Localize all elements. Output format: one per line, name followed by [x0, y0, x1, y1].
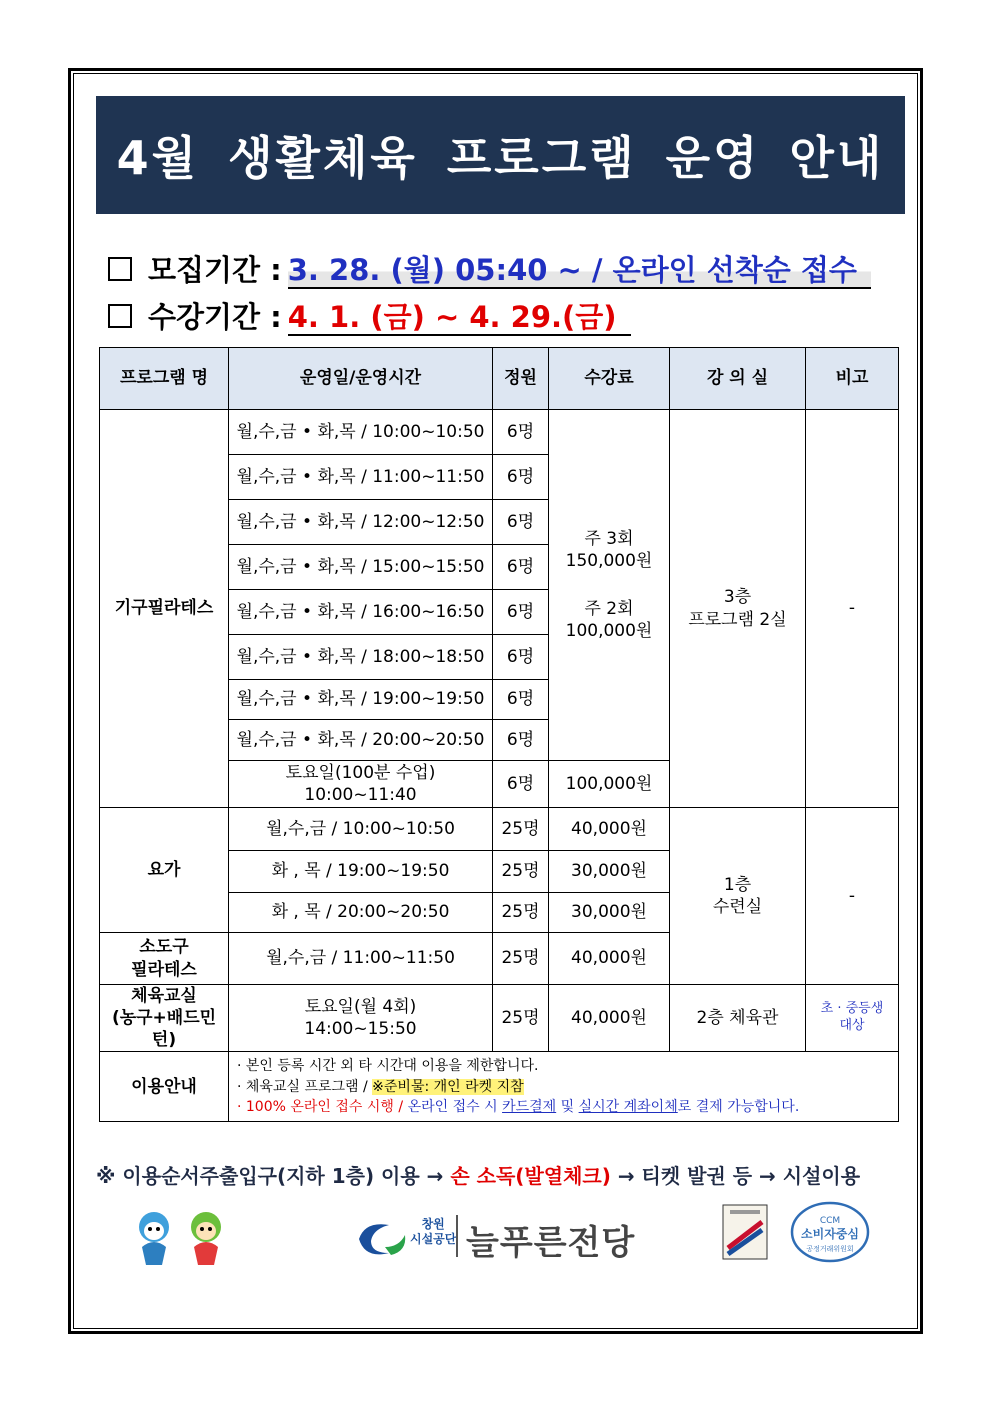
table-row	[100, 985, 899, 1052]
room-cell: 1층 수련실	[670, 808, 806, 985]
time-cell: 월,수,금 • 화,목 / 12:00~12:50	[229, 500, 493, 545]
ccm-logo-icon	[790, 1201, 870, 1263]
note-cell: 초 · 중등생 대상	[806, 985, 899, 1052]
info-row	[100, 1052, 899, 1122]
svg-text:소비자중심: 소비자중심	[801, 1227, 859, 1241]
capacity-cell: 6명	[493, 590, 549, 635]
capacity-cell: 6명	[493, 720, 549, 761]
footer-logos	[0, 1195, 992, 1275]
capacity-cell: 25명	[493, 933, 549, 985]
capacity-cell: 25명	[493, 985, 549, 1052]
page-title: 4월 생활체육 프로그램 운영 안내	[96, 96, 905, 214]
capacity-cell: 6명	[493, 455, 549, 500]
certification-badge-icon	[722, 1204, 768, 1260]
time-cell: 월,수,금 • 화,목 / 18:00~18:50	[229, 635, 493, 680]
table-header-row	[100, 348, 899, 410]
fee-cell: 30,000원	[549, 893, 670, 933]
capacity-cell: 6명	[493, 761, 549, 808]
org-small-name: 창원 시설공단	[410, 1217, 457, 1246]
swirl-logo-icon	[355, 1217, 415, 1261]
time-cell: 월,수,금 • 화,목 / 19:00~19:50	[229, 680, 493, 720]
capacity-cell: 25명	[493, 808, 549, 851]
usage-flow: ※ 이용순서주출입구(지하 1층) 이용 → 손 소독(발열체크) → 티켓 발권 등 → 시설이용	[96, 1164, 861, 1188]
capacity-cell: 6명	[493, 635, 549, 680]
course-period: 수강기간 : 4. 1. (금) ~ 4. 29.(금)	[108, 295, 631, 336]
schedule-table	[99, 347, 899, 1122]
recruit-period: 모집기간 : 3. 28. (월) 05:40 ~ / 온라인 선착순 접수	[108, 248, 871, 289]
room-cell: 2층 체육관	[670, 985, 806, 1052]
capacity-cell: 6명	[493, 410, 549, 455]
info-label: 이용안내	[100, 1052, 229, 1122]
time-cell: 화 , 목 / 19:00~19:50	[229, 851, 493, 893]
program-name: 소도구 필라테스	[100, 933, 229, 985]
time-cell: 월,수,금 / 10:00~10:50	[229, 808, 493, 851]
svg-text:CCM: CCM	[819, 1216, 841, 1226]
header-capacity: 정원	[493, 348, 549, 410]
capacity-cell: 25명	[493, 893, 549, 933]
fee-cell: 40,000원	[549, 933, 670, 985]
table-row	[100, 808, 899, 851]
checkbox-icon	[108, 304, 132, 328]
info-notes: · 본인 등록 시간 외 타 시간대 이용을 제한합니다. · 체육교실 프로그램 / ※준비물: 개인 라켓 지참 · 100% 온라인 접수 시행 / 온라인 접수 시 카드결제 및 실시간 계좌이체로 결제 가능합니다.	[229, 1052, 899, 1122]
time-cell: 월,수,금 • 화,목 / 10:00~10:50	[229, 410, 493, 455]
room-cell: 3층 프로그램 2실	[670, 410, 806, 808]
time-cell: 토요일(월 4회) 14:00~15:50	[229, 985, 493, 1052]
program-name: 체육교실 (농구+배드민턴)	[100, 985, 229, 1052]
capacity-cell: 6명	[493, 680, 549, 720]
fee-cell: 100,000원	[549, 761, 670, 808]
svg-text:공정거래위원회: 공정거래위원회	[806, 1245, 854, 1253]
note-cell: -	[806, 808, 899, 985]
capacity-cell: 25명	[493, 851, 549, 893]
time-cell: 월,수,금 • 화,목 / 16:00~16:50	[229, 590, 493, 635]
note-cell: -	[806, 410, 899, 808]
time-cell: 월,수,금 / 11:00~11:50	[229, 933, 493, 985]
logo-divider	[456, 1215, 458, 1257]
checkbox-icon	[108, 257, 132, 281]
fee-cell: 30,000원	[549, 851, 670, 893]
program-name: 요가	[100, 808, 229, 933]
fee-cell: 40,000원	[549, 985, 670, 1052]
time-cell: 월,수,금 • 화,목 / 15:00~15:50	[229, 545, 493, 590]
time-cell: 월,수,금 • 화,목 / 20:00~20:50	[229, 720, 493, 761]
mascot-icon	[128, 1207, 238, 1269]
header-program: 프로그램 명	[100, 348, 229, 410]
table-row	[100, 410, 899, 455]
org-name: 늘푸른전당	[466, 1223, 636, 1263]
capacity-cell: 6명	[493, 500, 549, 545]
header-room: 강 의 실	[670, 348, 806, 410]
capacity-cell: 6명	[493, 545, 549, 590]
fee-cell: 40,000원	[549, 808, 670, 851]
header-fee: 수강료	[549, 348, 670, 410]
time-cell: 월,수,금 • 화,목 / 11:00~11:50	[229, 455, 493, 500]
header-time: 운영일/운영시간	[229, 348, 493, 410]
program-name: 기구필라테스	[100, 410, 229, 808]
time-cell: 토요일(100분 수업) 10:00~11:40	[229, 761, 493, 808]
time-cell: 화 , 목 / 20:00~20:50	[229, 893, 493, 933]
header-note: 비고	[806, 348, 899, 410]
fee-cell: 주 3회 150,000원 주 2회 100,000원	[549, 410, 670, 761]
